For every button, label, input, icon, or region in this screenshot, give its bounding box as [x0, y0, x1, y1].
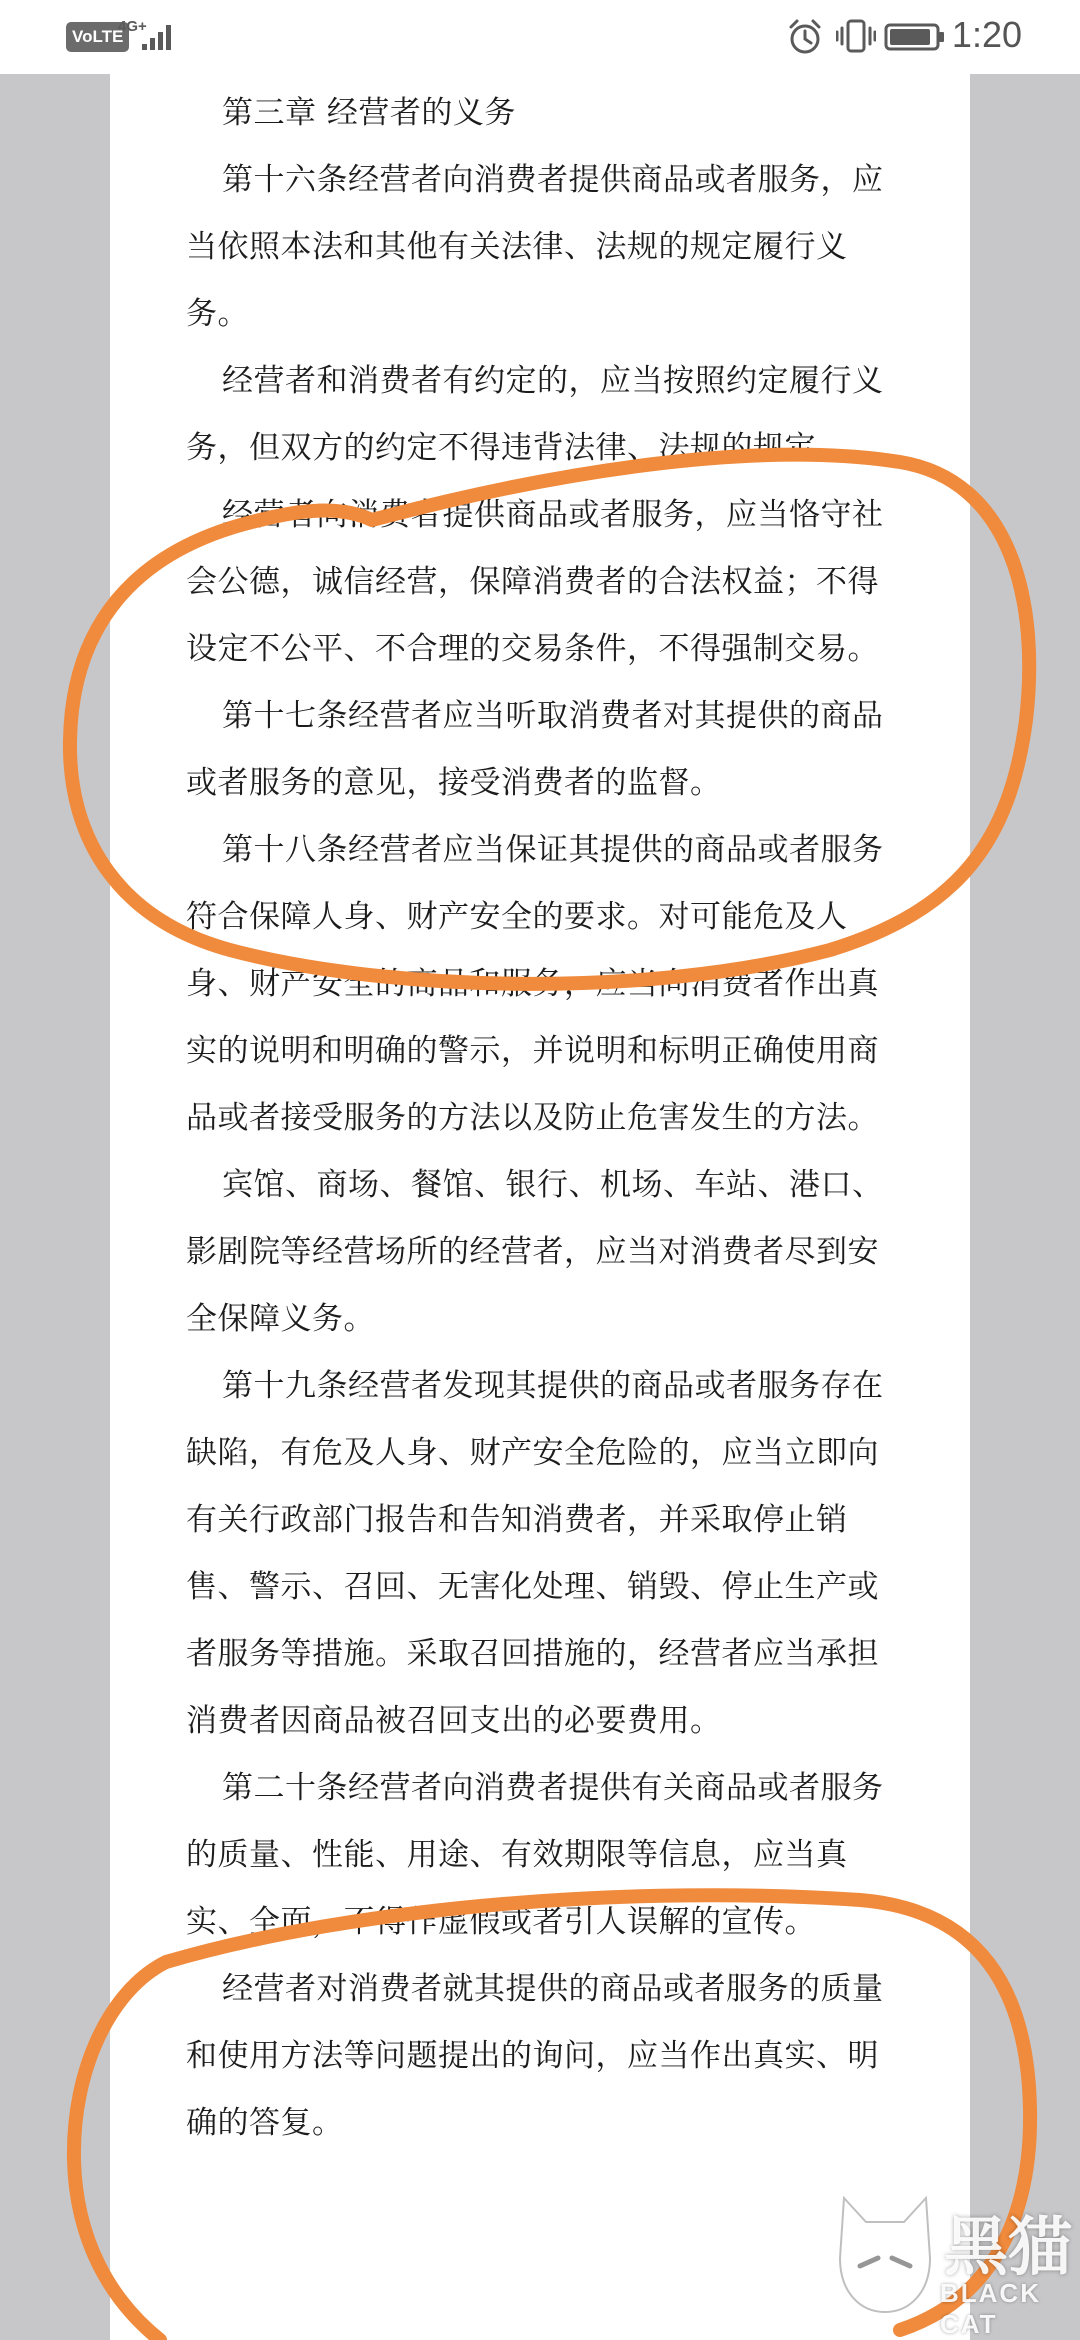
watermark — [824, 2182, 1074, 2339]
watermark-en-text: BLACK CAT — [940, 2278, 1041, 2339]
network-type-label: 4G+ — [118, 18, 147, 35]
cat-logo-icon — [830, 2188, 940, 2318]
clock-time: 1:20 — [951, 14, 1022, 55]
vibrate-icon — [836, 16, 876, 56]
status-bar — [0, 0, 1080, 74]
document-body — [186, 80, 898, 2157]
chapter-heading: 第三章 经营者的义务 — [222, 95, 516, 131]
article-paragraph: 第二十条经营者向消费者提供有关商品或者服务的质量、性能、用途、有效期限等信息，应当真实、全面，不得作虚假或者引人误解的宣传。 — [186, 1770, 884, 1940]
signal-icon — [140, 22, 176, 52]
article-paragraph: 经营者和消费者有约定的，应当按照约定履行义务，但双方的约定不得违背法律、法规的规定。 — [186, 363, 884, 466]
battery-icon — [884, 22, 946, 52]
article-paragraph: 第十七条经营者应当听取消费者对其提供的商品或者服务的意见，接受消费者的监督。 — [186, 698, 884, 801]
article-paragraph: 经营者向消费者提供商品或者服务，应当恪守社会公德，诚信经营，保障消费者的合法权益；不得设定不公平、不合理的交易条件，不得强制交易。 — [186, 497, 884, 667]
article-paragraph: 宾馆、商场、餐馆、银行、机场、车站、港口、影剧院等经营场所的经营者，应当对消费者尽到安全保障义务。 — [186, 1167, 884, 1337]
article-paragraph: 经营者对消费者就其提供的商品或者服务的质量和使用方法等问题提出的询问，应当作出真实、明确的答复。 — [186, 1971, 884, 2141]
article-paragraph: 第十八条经营者应当保证其提供的商品或者服务符合保障人身、财产安全的要求。对可能危及人身、财产安全的商品和服务，应当向消费者作出真实的说明和明确的警示，并说明和标明正确使用商品或者接受服务的方法以及防止危害发生的方法。 — [186, 832, 884, 1136]
article-paragraph: 第十六条经营者向消费者提供商品或者服务，应当依照本法和其他有关法律、法规的规定履行义务。 — [186, 162, 884, 332]
volte-badge: VoLTE — [66, 22, 129, 52]
article-paragraph: 第十九条经营者发现其提供的商品或者服务存在缺陷，有危及人身、财产安全危险的，应当立即向有关行政部门报告和告知消费者，并采取停止销售、警示、召回、无害化处理、销毁、停止生产或者服务等措施。采取召回措施的，经营者应当承担消费者因商品被召回支出的必要费用。 — [186, 1368, 884, 1739]
watermark-cn-text: 黑猫 — [944, 2211, 1072, 2285]
alarm-icon — [786, 18, 824, 56]
